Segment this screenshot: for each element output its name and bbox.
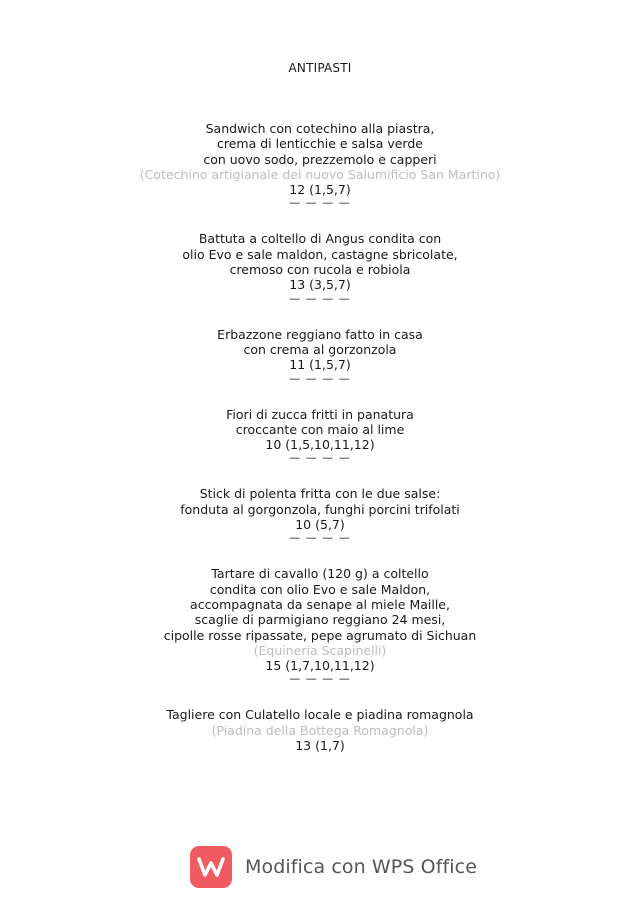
menu-item	[0, 566, 640, 685]
menu-item-source: (Piadina della Bottega Romagnola)	[211, 722, 429, 738]
wps-w-logo-icon[interactable]	[190, 846, 232, 888]
menu-item-description: crema di lenticchie e salsa verde	[217, 136, 423, 152]
menu-item-separator: — — — —	[289, 451, 351, 465]
menu-item-separator: — — — —	[289, 672, 351, 686]
menu-item-separator: — — — —	[289, 371, 351, 385]
menu-item-price: 10 (1,5,10,11,12)	[265, 437, 375, 453]
menu-item-description: Battuta a coltello di Angus condita con	[198, 231, 442, 247]
wps-edit-banner[interactable]	[190, 845, 477, 889]
menu-item-price: 15 (1,7,10,11,12)	[265, 658, 375, 674]
menu-item-price: 13 (3,5,7)	[289, 277, 351, 293]
wps-w-glyph	[197, 854, 225, 880]
menu-item-description: Fiori di zucca fritti in panatura	[226, 406, 414, 422]
menu-item	[0, 407, 640, 465]
menu-item-description: fonduta al gorgonzola, funghi porcini trifolati	[180, 501, 460, 517]
page-title: ANTIPASTI	[288, 61, 352, 75]
menu-item-description: con uovo sodo, prezzemolo e capperi	[203, 151, 437, 167]
menu-item	[0, 486, 640, 544]
menu-item-price: 13 (1,7)	[295, 738, 345, 754]
menu-item-price: 12 (1,5,7)	[289, 182, 351, 198]
menu-item-separator: — — — —	[289, 531, 351, 545]
menu-item-price: 11 (1,5,7)	[289, 357, 351, 373]
menu-item-description: cremoso con rucola e robiola	[229, 262, 411, 278]
menu-item-description: Tagliere con Culatello locale e piadina romagnola	[166, 707, 474, 723]
menu-item-description: cipolle rosse ripassate, pepe agrumato di Sichuan	[163, 627, 477, 643]
menu-item-description: Tartare di cavallo (120 g) a coltello	[211, 566, 429, 582]
menu-item-source: (Cotechino artigianale del nuovo Salumificio San Martino)	[139, 166, 501, 182]
menu-item-description: Erbazzone reggiano fatto in casa	[217, 326, 423, 342]
menu-item-separator: — — — —	[289, 196, 351, 210]
menu-item-description: accompagnata da senape al miele Maille,	[190, 596, 450, 612]
menu-item	[0, 707, 640, 753]
menu-item-description: Sandwich con cotechino alla piastra,	[205, 121, 435, 136]
menu-item-source: (Equineria Scapinelli)	[253, 642, 387, 658]
menu-item-description: con crema al gorzonzola	[243, 341, 397, 357]
menu-item-description: croccante con maio al lime	[235, 421, 405, 437]
menu-item-description: olio Evo e sale maldon, castagne sbricolate,	[182, 246, 458, 262]
menu-item-price: 10 (5,7)	[295, 517, 345, 533]
menu-item-description: Stick di polenta fritta con le due salse:	[199, 486, 441, 502]
menu-item-separator: — — — —	[289, 291, 351, 305]
menu-list	[0, 121, 640, 775]
menu-item	[0, 231, 640, 304]
menu-item-description: condita con olio Evo e sale Maldon,	[209, 581, 431, 597]
wps-edit-link[interactable]: Modifica con WPS Office	[245, 856, 477, 878]
menu-item	[0, 327, 640, 385]
menu-item	[0, 121, 640, 209]
menu-item-description: scaglie di parmigiano reggiano 24 mesi,	[194, 612, 446, 628]
